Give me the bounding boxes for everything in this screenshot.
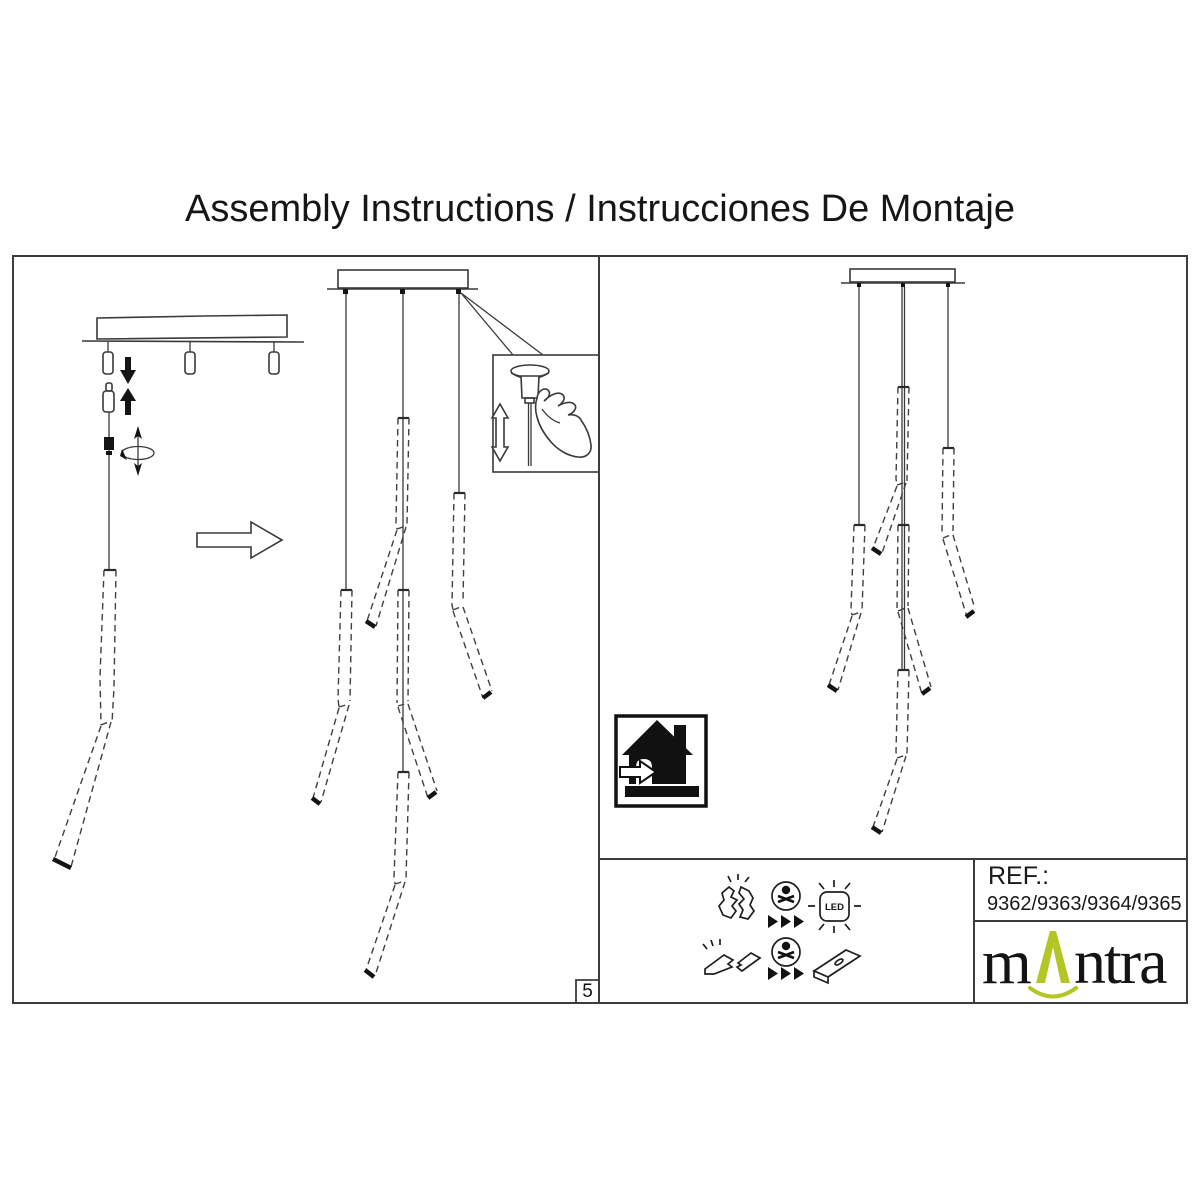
cable-socket <box>103 352 113 374</box>
pendant-tube-dashed <box>942 448 975 617</box>
cable-socket <box>185 352 195 374</box>
led-light-icon <box>808 880 861 933</box>
pendant-tube-dashed <box>828 525 865 691</box>
ceiling-plate <box>97 315 287 339</box>
ref-label: REF.: <box>988 862 1050 890</box>
suspension-cable <box>902 287 905 670</box>
assembled-cluster-figure <box>312 270 492 977</box>
cable-socket <box>269 352 279 374</box>
brand-logo <box>978 925 1186 1001</box>
green-caret-icon <box>1036 931 1070 983</box>
right-panel-diagram <box>600 257 1186 858</box>
pendant-tube-dashed <box>53 570 116 868</box>
pendant-tube-dashed <box>872 387 909 554</box>
broken-led-bulb-icon <box>719 874 754 919</box>
pendant-tube-dashed <box>872 670 909 833</box>
rotate-adjust-icon <box>120 426 154 476</box>
cable-connector <box>103 391 114 412</box>
pendant-tube-dashed <box>312 590 352 804</box>
green-smile-arc-icon <box>1030 988 1076 997</box>
canopy-plate <box>338 270 468 288</box>
height-adjustment-callout <box>461 293 598 472</box>
led-label: LED <box>825 902 844 913</box>
service-person-icon <box>772 938 800 966</box>
safety-icons <box>693 873 883 995</box>
left-panel-diagram <box>14 257 598 1003</box>
pendant-tube-dashed <box>365 772 409 977</box>
assembly-direction-arrow-icon <box>197 522 282 558</box>
up-arrow-icon <box>120 388 136 415</box>
page-title: Assembly Instructions / Instrucciones De Montaje <box>184 188 1015 230</box>
led-driver-icon <box>814 950 860 983</box>
logo-suffix: ntra <box>1074 926 1166 997</box>
triple-arrow-icon <box>768 915 804 928</box>
exploded-pendant-figure <box>53 315 304 868</box>
service-person-icon <box>772 882 800 910</box>
down-arrow-icon <box>120 357 136 384</box>
broken-led-strip-icon <box>703 939 760 974</box>
pendant-tube-dashed <box>452 493 492 698</box>
canopy-plate <box>850 269 955 282</box>
tube-end-cap <box>53 859 71 868</box>
assembled-fixture-figure <box>828 269 975 833</box>
house-arrow-indoor-icon <box>616 716 706 806</box>
triple-arrow-icon <box>768 967 804 980</box>
cord-lock <box>104 437 114 450</box>
ref-model-numbers: 9362/9363/9364/9365 <box>987 893 1182 915</box>
page-number: 5 <box>582 981 593 1002</box>
logo-prefix: m <box>982 926 1030 997</box>
